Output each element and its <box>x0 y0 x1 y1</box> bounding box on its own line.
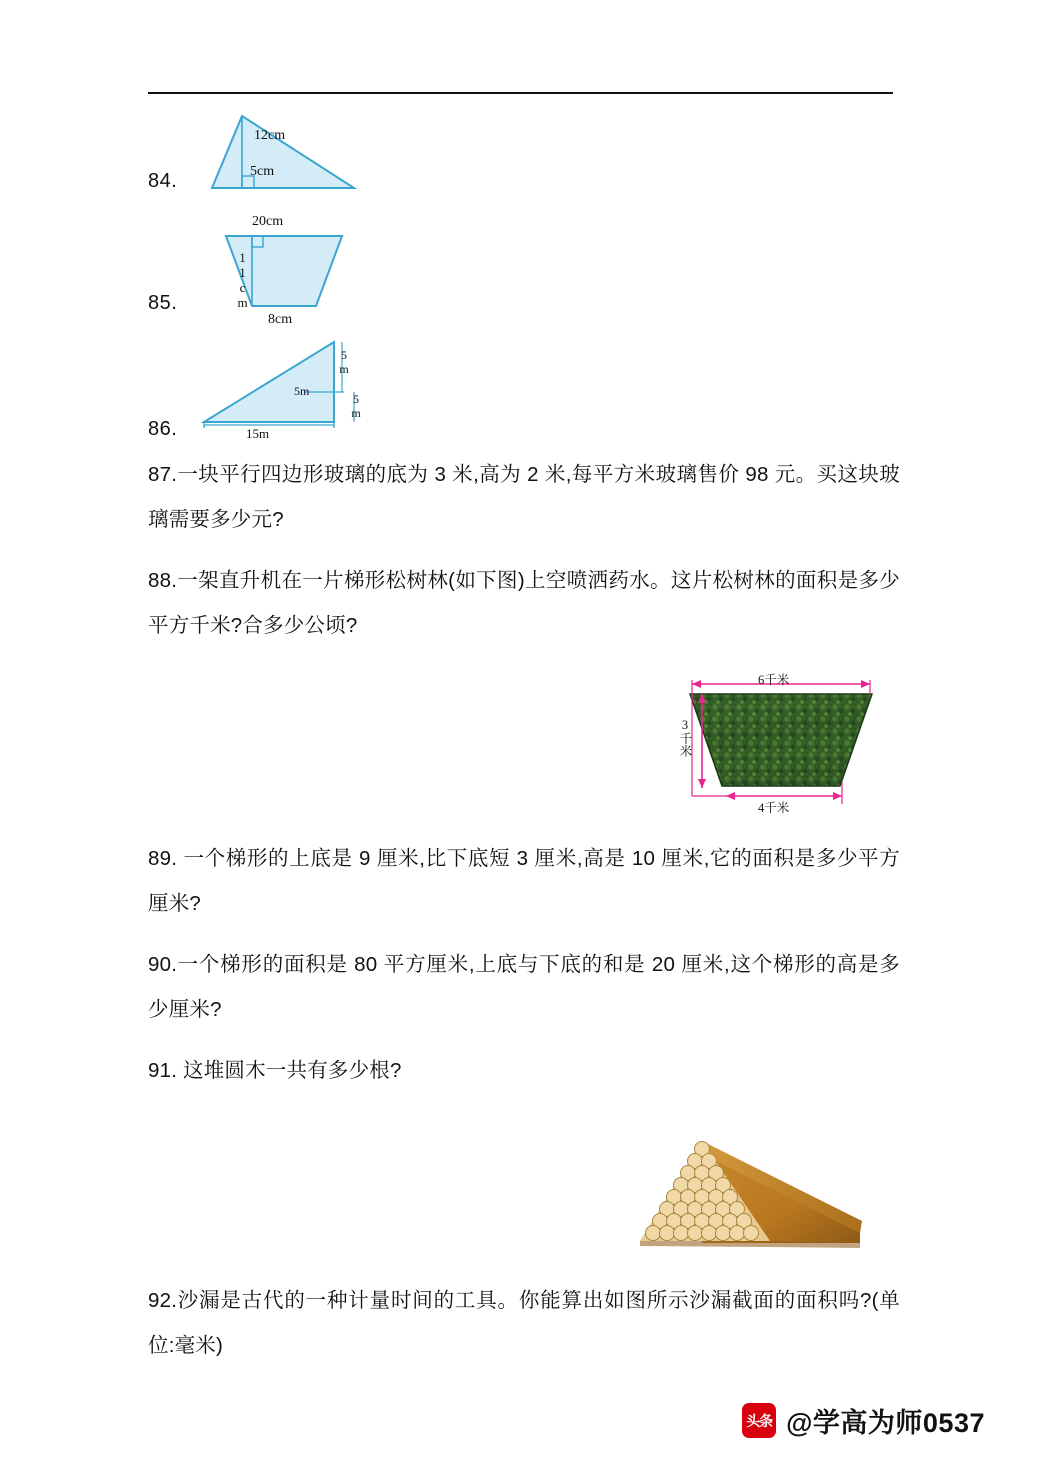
dimension-label-20cm: 20cm <box>252 214 284 229</box>
problem-text-87: 87.一块平行四边形玻璃的底为 3 米,高为 2 米,每平方米玻璃售价 98 元。买这块玻璃需要多少元? <box>148 463 900 531</box>
forest-label-left: 3千米 <box>678 718 692 757</box>
dimension-label-8cm: 8cm <box>268 312 293 327</box>
forest-label-bottom: 4千米 <box>758 801 790 815</box>
figure-right-triangle-86 <box>194 330 394 447</box>
forest-label-top: 6千米 <box>758 673 790 687</box>
problem-text-89: 89. 一个梯形的上底是 9 厘米,比下底短 3 厘米,高是 10 厘米,它的面积是多少平方厘米? <box>148 847 900 915</box>
figure-trapezoid-85 <box>194 214 384 327</box>
triangle-svg <box>194 108 374 204</box>
problem-text-91: 91. 这堆圆木一共有多少根? <box>148 1059 402 1082</box>
figure-forest-trapezoid <box>650 670 900 820</box>
figure-triangle-84 <box>194 108 374 209</box>
watermark <box>742 1401 985 1440</box>
problem-number-86: 86. <box>148 418 178 440</box>
dimension-label-5m-a: 5m <box>337 348 351 376</box>
problem-85 <box>148 206 900 328</box>
toutiao-badge: 头条 <box>742 1403 776 1438</box>
figure-logs-pile <box>610 1115 900 1270</box>
problem-number-85: 85. <box>148 292 178 314</box>
problem-number-84: 84. <box>148 170 178 192</box>
problem-text-88: 88.一架直升机在一片梯形松树林(如下图)上空喷洒药水。这片松树林的面积是多少平方千米?合多少公顷? <box>148 569 900 637</box>
document-content <box>148 104 900 1384</box>
problem-84 <box>148 104 900 206</box>
problem-text-92: 92.沙漏是古代的一种计量时间的工具。你能算出如图所示沙漏截面的面积吗?(单位:毫米) <box>148 1289 900 1357</box>
dimension-label-11cm: 11cm <box>235 250 250 310</box>
dimension-label-5cm: 5cm <box>250 164 275 179</box>
dimension-label-5m-c: 5m <box>349 392 363 420</box>
dimension-label-5m-b: 5m <box>294 384 310 398</box>
problem-text-90: 90.一个梯形的面积是 80 平方厘米,上底与下底的和是 20 厘米,这个梯形的高是多少厘米? <box>148 953 900 1021</box>
problem-86 <box>148 328 900 452</box>
header-rule <box>148 92 893 94</box>
logs-pile-svg <box>610 1115 900 1270</box>
watermark-text: @学高为师0537 <box>786 1408 985 1438</box>
dimension-label-12cm: 12cm <box>254 128 286 143</box>
trapezoid-svg <box>194 214 384 314</box>
dimension-label-15m: 15m <box>246 426 270 441</box>
